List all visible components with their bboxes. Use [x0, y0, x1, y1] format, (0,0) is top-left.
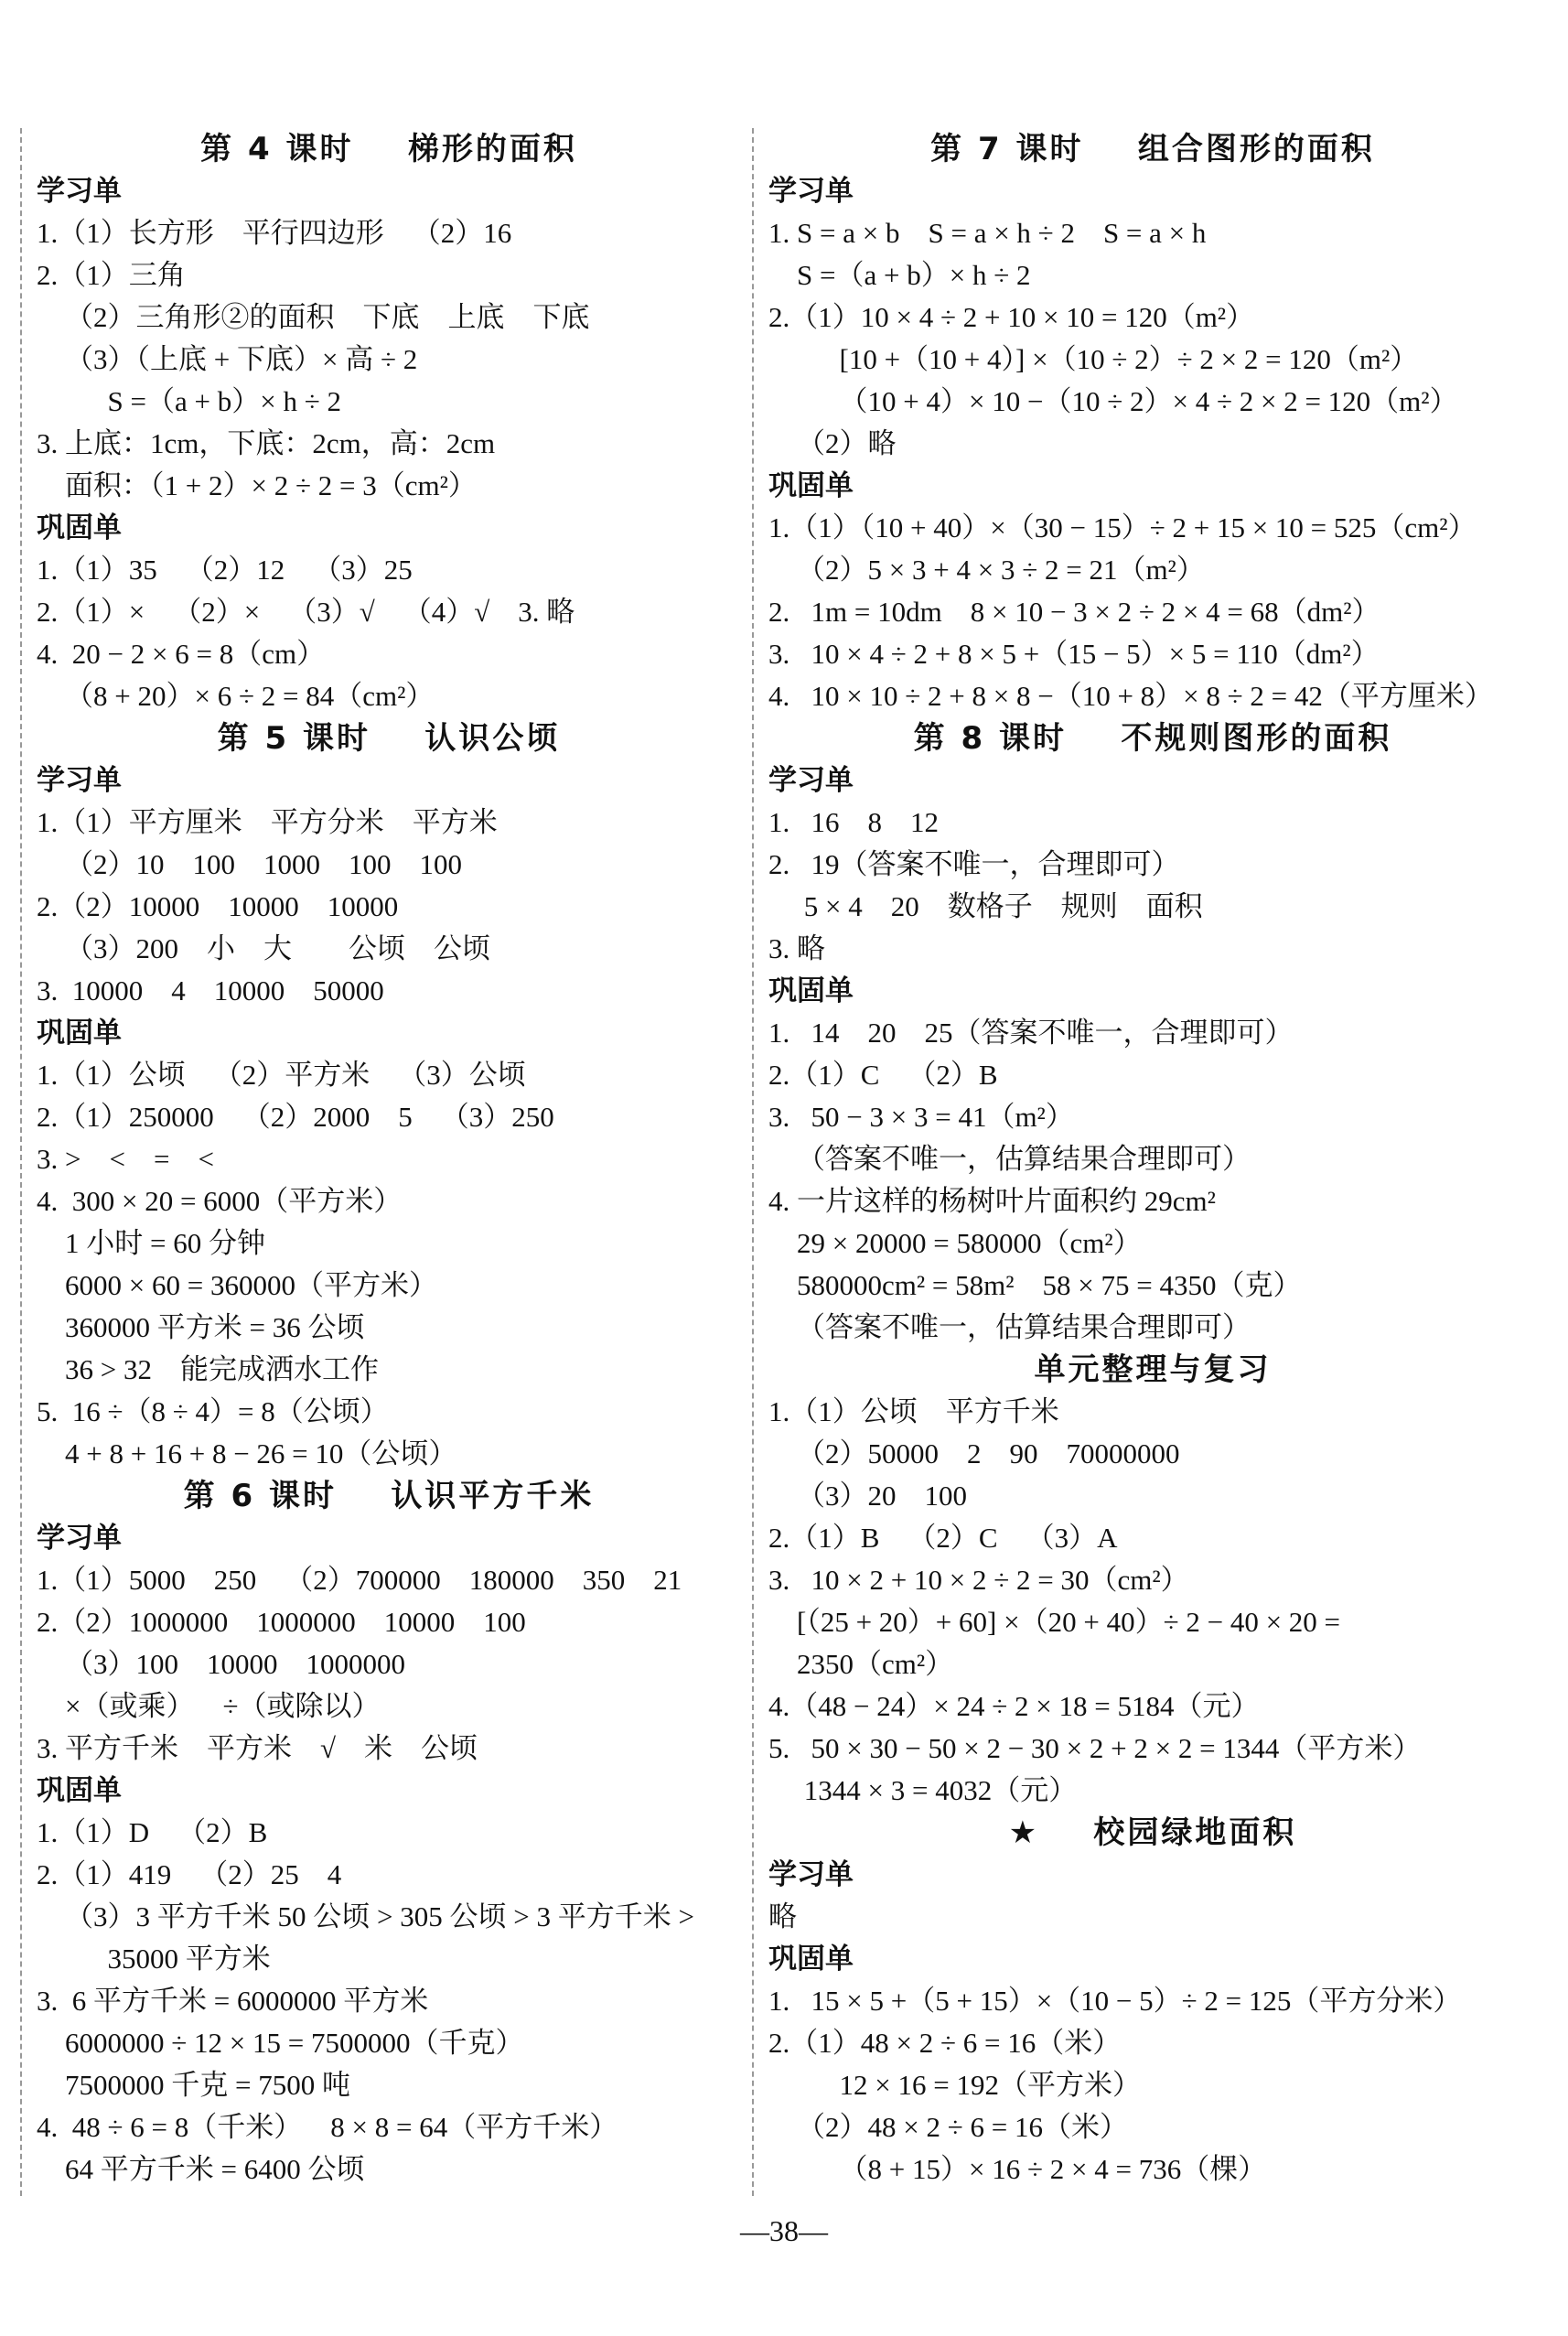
left-answer-line-24: 3. > < = < — [37, 1143, 214, 1175]
left-answer-line-38: 3. 平方千米 平方米 √ 米 公顷 — [37, 1732, 478, 1764]
right-answer-line-46: 12 × 16 = 192（平方米） — [768, 2069, 1141, 2101]
left-section-title-14: 第 5 课时 认识公顷 — [217, 720, 561, 757]
left-answer-line-46: 7500000 千克 = 7500 吨 — [37, 2069, 350, 2101]
right-answer-line-4: 2.（1）10 × 4 ÷ 2 + 10 × 10 = 120（m²） — [768, 301, 1255, 333]
left-answer-line-37: ×（或乘） ÷（或除以） — [37, 1690, 381, 1722]
right-subsection-heading-1: 学习单 — [768, 175, 854, 208]
right-column — [768, 128, 1537, 2191]
right-answer-line-34: 3. 10 × 2 + 10 × 2 ÷ 2 = 30（cm²） — [768, 1564, 1189, 1596]
left-subsection-heading-21: 巩固单 — [37, 1017, 122, 1050]
left-answer-line-48: 64 平方千米 = 6400 公顷 — [37, 2153, 365, 2185]
left-answer-line-28: 360000 平方米 = 36 公顷 — [37, 1311, 365, 1343]
right-answer-line-38: 5. 50 × 30 − 50 × 2 − 30 × 2 + 2 × 2 = 1344（平方米） — [768, 1732, 1422, 1764]
right-subsection-heading-8: 巩固单 — [768, 469, 854, 502]
left-answer-line-11: 2.（1）× （2）× （3）√ （4）√ 3. 略 — [37, 596, 575, 628]
left-subsection-heading-1: 学习单 — [37, 175, 122, 208]
left-answer-line-6: S =（a + b）× h ÷ 2 — [37, 385, 341, 417]
column-divider-middle — [752, 128, 754, 2196]
right-answer-line-37: 4.（48 − 24）× 24 ÷ 2 × 18 = 5184（元） — [768, 1690, 1260, 1722]
right-answer-line-23: 3. 50 − 3 × 3 = 41（m²） — [768, 1101, 1074, 1133]
left-subsection-heading-39: 巩固单 — [37, 1774, 122, 1807]
right-subsection-heading-43: 巩固单 — [768, 1943, 854, 1975]
left-answer-line-3: 2.（1）三角 — [37, 259, 186, 291]
left-answer-line-27: 6000 × 60 = 360000（平方米） — [37, 1269, 437, 1301]
left-answer-line-19: （3）200 小 大 公顷 公顷 — [37, 932, 490, 964]
right-answer-line-35: [（25 + 20）+ 60] ×（20 + 40）÷ 2 − 40 × 20 = — [768, 1606, 1341, 1638]
right-answer-line-10: （2）5 × 3 + 4 × 3 ÷ 2 = 21（m²） — [768, 554, 1205, 586]
left-answer-line-13: （8 + 20）× 6 ÷ 2 = 84（cm²） — [37, 680, 435, 712]
right-section-title-14: 第 8 课时 不规则图形的面积 — [913, 720, 1392, 757]
right-answer-line-48: （8 + 15）× 16 ÷ 2 × 4 = 736（棵） — [768, 2153, 1267, 2185]
left-answer-line-45: 6000000 ÷ 12 × 15 = 7500000（千克） — [37, 2027, 524, 2059]
right-answer-line-45: 2.（1）48 × 2 ÷ 6 = 16（米） — [768, 2027, 1122, 2059]
left-answer-line-29: 36 > 32 能完成洒水工作 — [37, 1353, 379, 1385]
left-section-title-0: 第 4 课时 梯形的面积 — [200, 131, 577, 167]
right-answer-line-47: （2）48 × 2 ÷ 6 = 16（米） — [768, 2111, 1128, 2143]
right-answer-line-36: 2350（cm²） — [768, 1648, 954, 1680]
left-answer-line-35: 2.（2）1000000 1000000 10000 100 — [37, 1606, 526, 1638]
left-answer-line-42: （3）3 平方千米 50 公顷 > 305 公顷 > 3 平方千米 > — [37, 1900, 694, 1932]
right-answer-line-2: 1. S = a × b S = a × h ÷ 2 S = a × h — [768, 217, 1207, 249]
right-answer-line-12: 3. 10 × 4 ÷ 2 + 8 × 5 +（15 − 5）× 5 = 110（dm²） — [768, 638, 1380, 670]
right-answer-line-24: （答案不唯一，估算结果合理即可） — [768, 1143, 1251, 1175]
left-answer-line-20: 3. 10000 4 10000 50000 — [37, 974, 384, 1007]
right-answer-line-3: S =（a + b）× h ÷ 2 — [768, 259, 1031, 291]
column-divider-left — [20, 128, 22, 2196]
right-answer-line-26: 29 × 20000 = 580000（cm²） — [768, 1227, 1142, 1259]
left-answer-line-30: 5. 16 ÷（8 ÷ 4）= 8（公顷） — [37, 1395, 389, 1427]
left-answer-line-8: 面积：（1 + 2）× 2 ÷ 2 = 3（cm²） — [37, 469, 477, 501]
left-answer-line-25: 4. 300 × 20 = 6000（平方米） — [37, 1185, 403, 1217]
right-answer-line-27: 580000cm² = 58m² 58 × 75 = 4350（克） — [768, 1269, 1302, 1301]
right-answer-line-11: 2. 1m = 10dm 8 × 10 − 3 × 2 ÷ 2 × 4 = 68（dm²） — [768, 596, 1380, 628]
page-number: —38— — [740, 2214, 828, 2247]
left-answer-line-40: 1.（1）D （2）B — [37, 1816, 268, 1848]
left-answer-line-47: 4. 48 ÷ 6 = 8（千米） 8 × 8 = 64（平方千米） — [37, 2111, 618, 2143]
right-answer-line-7: （2）略 — [768, 427, 897, 459]
left-answer-line-5: （3）（上底 + 下底）× 高 ÷ 2 — [37, 343, 418, 375]
left-answer-line-2: 1.（1）长方形 平行四边形 （2）16 — [37, 217, 512, 249]
left-answer-line-4: （2）三角形②的面积 下底 上底 下底 — [37, 301, 590, 333]
left-answer-line-26: 1 小时 = 60 分钟 — [37, 1227, 265, 1259]
right-answer-line-6: （10 + 4）× 10 −（10 ÷ 2）× 4 ÷ 2 × 2 = 120（m²） — [768, 385, 1458, 417]
left-answer-line-12: 4. 20 − 2 × 6 = 8（cm） — [37, 638, 326, 670]
left-column — [37, 128, 741, 2191]
right-answer-line-21: 1. 14 20 25（答案不唯一，合理即可） — [768, 1017, 1294, 1049]
left-answer-line-23: 2.（1）250000 （2）2000 5 （3）250 — [37, 1101, 554, 1133]
right-section-title-40: ★ 校园绿地面积 — [1008, 1814, 1297, 1851]
left-answer-line-36: （3）100 10000 1000000 — [37, 1648, 405, 1680]
left-answer-line-16: 1.（1）平方厘米 平方分米 平方米 — [37, 806, 498, 838]
right-answer-line-42: 略 — [768, 1900, 797, 1932]
left-subsection-heading-33: 学习单 — [37, 1522, 122, 1555]
right-answer-line-25: 4. 一片这样的杨树叶片面积约 29cm² — [768, 1185, 1216, 1217]
left-answer-line-31: 4 + 8 + 16 + 8 − 26 = 10（公顷） — [37, 1437, 457, 1469]
left-subsection-heading-9: 巩固单 — [37, 511, 122, 544]
right-section-title-0: 第 7 课时 组合图形的面积 — [930, 131, 1375, 167]
left-answer-line-22: 1.（1）公顷 （2）平方米 （3）公顷 — [37, 1059, 526, 1091]
right-answer-line-30: 1.（1）公顷 平方千米 — [768, 1395, 1059, 1427]
left-answer-line-41: 2.（1）419 （2）25 4 — [37, 1858, 342, 1890]
left-answer-line-7: 3. 上底：1cm，下底：2cm，高：2cm — [37, 427, 496, 459]
right-answer-line-9: 1.（1）（10 + 40）×（30 − 15）÷ 2 + 15 × 10 = 525（cm²） — [768, 511, 1477, 544]
right-subsection-heading-41: 学习单 — [768, 1858, 854, 1891]
right-answer-line-22: 2.（1）C （2）B — [768, 1059, 998, 1091]
right-answer-line-17: 2. 19（答案不唯一，合理即可） — [768, 848, 1180, 880]
right-answer-line-5: [10 +（10 + 4）] ×（10 ÷ 2）÷ 2 × 2 = 120（m²） — [768, 343, 1419, 375]
right-answer-line-18: 5 × 4 20 数格子 规则 面积 — [768, 890, 1203, 922]
left-subsection-heading-15: 学习单 — [37, 764, 122, 797]
left-answer-line-44: 3. 6 平方千米 = 6000000 平方米 — [37, 1985, 429, 2017]
left-answer-line-34: 1.（1）5000 250 （2）700000 180000 350 21 — [37, 1564, 682, 1596]
left-section-title-32: 第 6 课时 认识平方千米 — [183, 1478, 595, 1514]
right-answer-line-19: 3. 略 — [768, 932, 825, 964]
left-answer-line-18: 2.（2）10000 10000 10000 — [37, 890, 399, 922]
right-subsection-heading-15: 学习单 — [768, 764, 854, 797]
right-section-title-29: 单元整理与复习 — [1034, 1351, 1272, 1388]
right-answer-line-16: 1. 16 8 12 — [768, 806, 939, 838]
right-answer-line-31: （2）50000 2 90 70000000 — [768, 1437, 1180, 1469]
right-answer-line-44: 1. 15 × 5 +（5 + 15）×（10 − 5）÷ 2 = 125（平方分米） — [768, 1985, 1462, 2017]
right-subsection-heading-20: 巩固单 — [768, 974, 854, 1007]
left-answer-line-43: 35000 平方米 — [37, 1943, 271, 1975]
left-answer-line-17: （2）10 100 1000 100 100 — [37, 848, 462, 880]
right-answer-line-39: 1344 × 3 = 4032（元） — [768, 1774, 1078, 1806]
right-answer-line-32: （3）20 100 — [768, 1480, 967, 1512]
right-answer-line-33: 2.（1）B （2）C （3）A — [768, 1522, 1118, 1554]
right-answer-line-13: 4. 10 × 10 ÷ 2 + 8 × 8 −（10 + 8）× 8 ÷ 2 = 42（平方厘米） — [768, 680, 1493, 712]
left-answer-line-10: 1.（1）35 （2）12 （3）25 — [37, 554, 413, 586]
right-answer-line-28: （答案不唯一，估算结果合理即可） — [768, 1311, 1251, 1343]
